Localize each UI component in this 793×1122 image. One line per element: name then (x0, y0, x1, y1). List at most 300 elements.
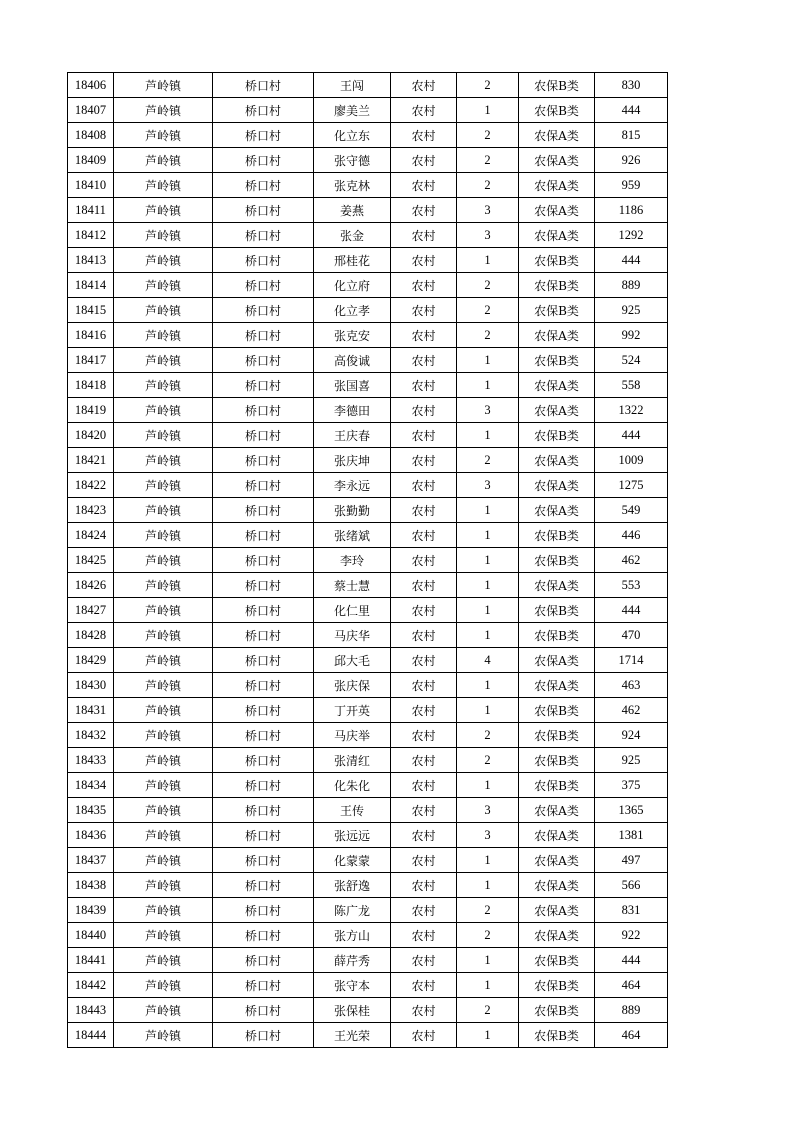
household-size-cell: 2 (457, 323, 519, 348)
amount-cell: 925 (595, 748, 668, 773)
household-size-cell: 3 (457, 798, 519, 823)
insurance-type-cell: 农保A类 (519, 448, 595, 473)
name-cell: 王闯 (314, 73, 391, 98)
insurance-type-cell: 农保B类 (519, 973, 595, 998)
insurance-type-cell: 农保A类 (519, 573, 595, 598)
town-cell: 芦岭镇 (114, 773, 213, 798)
town-cell: 芦岭镇 (114, 473, 213, 498)
category-cell: 农村 (391, 448, 457, 473)
town-cell: 芦岭镇 (114, 748, 213, 773)
insurance-type-cell: 农保A类 (519, 373, 595, 398)
table-row (68, 898, 668, 923)
serial-cell: 18412 (68, 223, 114, 248)
amount-cell: 889 (595, 998, 668, 1023)
table-row (68, 573, 668, 598)
household-size-cell: 1 (457, 873, 519, 898)
household-size-cell: 1 (457, 548, 519, 573)
table-row (68, 698, 668, 723)
name-cell: 王庆春 (314, 423, 391, 448)
serial-cell: 18435 (68, 798, 114, 823)
name-cell: 薛芹秀 (314, 948, 391, 973)
name-cell: 张绪斌 (314, 523, 391, 548)
table-row (68, 773, 668, 798)
town-cell: 芦岭镇 (114, 223, 213, 248)
table-row (68, 198, 668, 223)
serial-cell: 18416 (68, 323, 114, 348)
town-cell: 芦岭镇 (114, 423, 213, 448)
name-cell: 姜燕 (314, 198, 391, 223)
amount-cell: 830 (595, 73, 668, 98)
name-cell: 张方山 (314, 923, 391, 948)
insurance-type-cell: 农保B类 (519, 948, 595, 973)
insurance-type-cell: 农保A类 (519, 848, 595, 873)
table-body (68, 73, 668, 1048)
town-cell: 芦岭镇 (114, 198, 213, 223)
insurance-type-cell: 农保B类 (519, 773, 595, 798)
village-cell: 桥口村 (213, 998, 314, 1023)
insurance-type-cell: 农保A类 (519, 673, 595, 698)
name-cell: 张舒逸 (314, 873, 391, 898)
household-size-cell: 2 (457, 73, 519, 98)
serial-cell: 18407 (68, 98, 114, 123)
category-cell: 农村 (391, 398, 457, 423)
household-size-cell: 2 (457, 898, 519, 923)
category-cell: 农村 (391, 148, 457, 173)
table-row (68, 273, 668, 298)
town-cell: 芦岭镇 (114, 498, 213, 523)
serial-cell: 18437 (68, 848, 114, 873)
table-row (68, 973, 668, 998)
amount-cell: 444 (595, 248, 668, 273)
serial-cell: 18420 (68, 423, 114, 448)
town-cell: 芦岭镇 (114, 298, 213, 323)
amount-cell: 524 (595, 348, 668, 373)
name-cell: 蔡士慧 (314, 573, 391, 598)
insurance-type-cell: 农保B类 (519, 423, 595, 448)
amount-cell: 464 (595, 1023, 668, 1048)
amount-cell: 1714 (595, 648, 668, 673)
category-cell: 农村 (391, 923, 457, 948)
serial-cell: 18411 (68, 198, 114, 223)
village-cell: 桥口村 (213, 948, 314, 973)
category-cell: 农村 (391, 948, 457, 973)
name-cell: 张克林 (314, 173, 391, 198)
household-size-cell: 3 (457, 198, 519, 223)
amount-cell: 549 (595, 498, 668, 523)
category-cell: 农村 (391, 523, 457, 548)
town-cell: 芦岭镇 (114, 148, 213, 173)
amount-cell: 462 (595, 548, 668, 573)
town-cell: 芦岭镇 (114, 898, 213, 923)
serial-cell: 18432 (68, 723, 114, 748)
category-cell: 农村 (391, 898, 457, 923)
category-cell: 农村 (391, 973, 457, 998)
table-row (68, 248, 668, 273)
town-cell: 芦岭镇 (114, 948, 213, 973)
village-cell: 桥口村 (213, 423, 314, 448)
serial-cell: 18439 (68, 898, 114, 923)
village-cell: 桥口村 (213, 173, 314, 198)
village-cell: 桥口村 (213, 923, 314, 948)
village-cell: 桥口村 (213, 898, 314, 923)
amount-cell: 1186 (595, 198, 668, 223)
table-row (68, 998, 668, 1023)
town-cell: 芦岭镇 (114, 873, 213, 898)
serial-cell: 18427 (68, 598, 114, 623)
village-cell: 桥口村 (213, 398, 314, 423)
amount-cell: 444 (595, 948, 668, 973)
serial-cell: 18428 (68, 623, 114, 648)
town-cell: 芦岭镇 (114, 173, 213, 198)
amount-cell: 1381 (595, 823, 668, 848)
insurance-type-cell: 农保B类 (519, 1023, 595, 1048)
household-size-cell: 1 (457, 848, 519, 873)
town-cell: 芦岭镇 (114, 448, 213, 473)
table-row (68, 448, 668, 473)
category-cell: 农村 (391, 648, 457, 673)
name-cell: 丁开英 (314, 698, 391, 723)
amount-cell: 446 (595, 523, 668, 548)
village-cell: 桥口村 (213, 823, 314, 848)
serial-cell: 18426 (68, 573, 114, 598)
category-cell: 农村 (391, 798, 457, 823)
household-size-cell: 2 (457, 748, 519, 773)
category-cell: 农村 (391, 548, 457, 573)
town-cell: 芦岭镇 (114, 323, 213, 348)
category-cell: 农村 (391, 598, 457, 623)
town-cell: 芦岭镇 (114, 673, 213, 698)
table-row (68, 123, 668, 148)
town-cell: 芦岭镇 (114, 248, 213, 273)
village-cell: 桥口村 (213, 273, 314, 298)
amount-cell: 444 (595, 598, 668, 623)
village-cell: 桥口村 (213, 648, 314, 673)
insurance-type-cell: 农保B类 (519, 273, 595, 298)
household-size-cell: 4 (457, 648, 519, 673)
insurance-type-cell: 农保B类 (519, 73, 595, 98)
serial-cell: 18421 (68, 448, 114, 473)
household-size-cell: 3 (457, 398, 519, 423)
insurance-type-cell: 农保A类 (519, 398, 595, 423)
village-cell: 桥口村 (213, 198, 314, 223)
name-cell: 王光荣 (314, 1023, 391, 1048)
serial-cell: 18433 (68, 748, 114, 773)
name-cell: 张守本 (314, 973, 391, 998)
name-cell: 马庆华 (314, 623, 391, 648)
household-size-cell: 2 (457, 723, 519, 748)
serial-cell: 18441 (68, 948, 114, 973)
table-row (68, 948, 668, 973)
category-cell: 农村 (391, 673, 457, 698)
village-cell: 桥口村 (213, 748, 314, 773)
amount-cell: 462 (595, 698, 668, 723)
insurance-type-cell: 农保B类 (519, 98, 595, 123)
town-cell: 芦岭镇 (114, 548, 213, 573)
amount-cell: 922 (595, 923, 668, 948)
insurance-type-cell: 农保B类 (519, 298, 595, 323)
insurance-type-cell: 农保B类 (519, 523, 595, 548)
village-cell: 桥口村 (213, 548, 314, 573)
insurance-type-cell: 农保A类 (519, 798, 595, 823)
insurance-type-cell: 农保A类 (519, 173, 595, 198)
category-cell: 农村 (391, 848, 457, 873)
household-size-cell: 1 (457, 973, 519, 998)
category-cell: 农村 (391, 98, 457, 123)
category-cell: 农村 (391, 323, 457, 348)
household-size-cell: 1 (457, 673, 519, 698)
village-cell: 桥口村 (213, 573, 314, 598)
household-size-cell: 2 (457, 998, 519, 1023)
category-cell: 农村 (391, 473, 457, 498)
town-cell: 芦岭镇 (114, 373, 213, 398)
table-row (68, 548, 668, 573)
insurance-type-cell: 农保A类 (519, 223, 595, 248)
serial-cell: 18438 (68, 873, 114, 898)
name-cell: 邢桂花 (314, 248, 391, 273)
name-cell: 张国喜 (314, 373, 391, 398)
town-cell: 芦岭镇 (114, 648, 213, 673)
town-cell: 芦岭镇 (114, 348, 213, 373)
category-cell: 农村 (391, 248, 457, 273)
table-row (68, 848, 668, 873)
household-size-cell: 1 (457, 623, 519, 648)
table-row (68, 648, 668, 673)
village-cell: 桥口村 (213, 298, 314, 323)
name-cell: 张庆坤 (314, 448, 391, 473)
village-cell: 桥口村 (213, 698, 314, 723)
insurance-type-cell: 农保A类 (519, 123, 595, 148)
town-cell: 芦岭镇 (114, 848, 213, 873)
household-size-cell: 1 (457, 773, 519, 798)
household-size-cell: 1 (457, 248, 519, 273)
name-cell: 马庆举 (314, 723, 391, 748)
category-cell: 农村 (391, 773, 457, 798)
household-size-cell: 1 (457, 373, 519, 398)
table-row (68, 673, 668, 698)
village-cell: 桥口村 (213, 373, 314, 398)
town-cell: 芦岭镇 (114, 598, 213, 623)
household-size-cell: 3 (457, 823, 519, 848)
name-cell: 李德田 (314, 398, 391, 423)
insurance-type-cell: 农保B类 (519, 698, 595, 723)
category-cell: 农村 (391, 348, 457, 373)
table-row (68, 1023, 668, 1048)
serial-cell: 18430 (68, 673, 114, 698)
village-cell: 桥口村 (213, 498, 314, 523)
name-cell: 化立东 (314, 123, 391, 148)
table-row (68, 498, 668, 523)
serial-cell: 18414 (68, 273, 114, 298)
insurance-type-cell: 农保B类 (519, 623, 595, 648)
name-cell: 化立孝 (314, 298, 391, 323)
amount-cell: 889 (595, 273, 668, 298)
category-cell: 农村 (391, 498, 457, 523)
amount-cell: 375 (595, 773, 668, 798)
serial-cell: 18410 (68, 173, 114, 198)
name-cell: 张金 (314, 223, 391, 248)
insurance-type-cell: 农保B类 (519, 598, 595, 623)
village-cell: 桥口村 (213, 73, 314, 98)
insurance-type-cell: 农保A类 (519, 873, 595, 898)
town-cell: 芦岭镇 (114, 798, 213, 823)
category-cell: 农村 (391, 173, 457, 198)
household-size-cell: 1 (457, 423, 519, 448)
village-cell: 桥口村 (213, 123, 314, 148)
insurance-type-cell: 农保A类 (519, 648, 595, 673)
town-cell: 芦岭镇 (114, 998, 213, 1023)
category-cell: 农村 (391, 1023, 457, 1048)
category-cell: 农村 (391, 573, 457, 598)
village-cell: 桥口村 (213, 473, 314, 498)
table-row (68, 823, 668, 848)
table-row (68, 148, 668, 173)
household-size-cell: 1 (457, 1023, 519, 1048)
town-cell: 芦岭镇 (114, 823, 213, 848)
household-size-cell: 1 (457, 98, 519, 123)
household-size-cell: 2 (457, 448, 519, 473)
amount-cell: 463 (595, 673, 668, 698)
village-cell: 桥口村 (213, 873, 314, 898)
household-size-cell: 1 (457, 498, 519, 523)
household-size-cell: 2 (457, 298, 519, 323)
household-size-cell: 3 (457, 473, 519, 498)
village-cell: 桥口村 (213, 448, 314, 473)
insurance-type-cell: 农保B类 (519, 748, 595, 773)
household-size-cell: 1 (457, 598, 519, 623)
insurance-type-cell: 农保A类 (519, 148, 595, 173)
serial-cell: 18418 (68, 373, 114, 398)
name-cell: 张守德 (314, 148, 391, 173)
serial-cell: 18409 (68, 148, 114, 173)
amount-cell: 815 (595, 123, 668, 148)
amount-cell: 558 (595, 373, 668, 398)
name-cell: 张清红 (314, 748, 391, 773)
table-row (68, 723, 668, 748)
town-cell: 芦岭镇 (114, 98, 213, 123)
serial-cell: 18406 (68, 73, 114, 98)
town-cell: 芦岭镇 (114, 973, 213, 998)
serial-cell: 18443 (68, 998, 114, 1023)
town-cell: 芦岭镇 (114, 698, 213, 723)
town-cell: 芦岭镇 (114, 923, 213, 948)
amount-cell: 1292 (595, 223, 668, 248)
serial-cell: 18423 (68, 498, 114, 523)
town-cell: 芦岭镇 (114, 273, 213, 298)
table-row (68, 873, 668, 898)
table-row (68, 598, 668, 623)
household-size-cell: 2 (457, 273, 519, 298)
village-cell: 桥口村 (213, 523, 314, 548)
village-cell: 桥口村 (213, 348, 314, 373)
insurance-type-cell: 农保A类 (519, 473, 595, 498)
village-cell: 桥口村 (213, 248, 314, 273)
amount-cell: 444 (595, 98, 668, 123)
category-cell: 农村 (391, 873, 457, 898)
amount-cell: 464 (595, 973, 668, 998)
category-cell: 农村 (391, 748, 457, 773)
name-cell: 张远远 (314, 823, 391, 848)
serial-cell: 18408 (68, 123, 114, 148)
serial-cell: 18440 (68, 923, 114, 948)
amount-cell: 926 (595, 148, 668, 173)
table-row (68, 923, 668, 948)
name-cell: 化仁里 (314, 598, 391, 623)
household-size-cell: 1 (457, 698, 519, 723)
village-cell: 桥口村 (213, 973, 314, 998)
serial-cell: 18422 (68, 473, 114, 498)
insurance-type-cell: 农保A类 (519, 498, 595, 523)
insurance-type-cell: 农保A类 (519, 198, 595, 223)
town-cell: 芦岭镇 (114, 123, 213, 148)
table-row (68, 798, 668, 823)
amount-cell: 1009 (595, 448, 668, 473)
name-cell: 高俊诚 (314, 348, 391, 373)
town-cell: 芦岭镇 (114, 723, 213, 748)
table-row (68, 473, 668, 498)
category-cell: 农村 (391, 373, 457, 398)
insurance-type-cell: 农保A类 (519, 898, 595, 923)
insurance-type-cell: 农保B类 (519, 248, 595, 273)
amount-cell: 1322 (595, 398, 668, 423)
household-size-cell: 2 (457, 923, 519, 948)
household-size-cell: 1 (457, 948, 519, 973)
amount-cell: 992 (595, 323, 668, 348)
village-cell: 桥口村 (213, 598, 314, 623)
table-row (68, 748, 668, 773)
name-cell: 王传 (314, 798, 391, 823)
name-cell: 廖美兰 (314, 98, 391, 123)
village-cell: 桥口村 (213, 623, 314, 648)
table-row (68, 98, 668, 123)
category-cell: 农村 (391, 223, 457, 248)
name-cell: 张勤勤 (314, 498, 391, 523)
town-cell: 芦岭镇 (114, 523, 213, 548)
household-size-cell: 1 (457, 348, 519, 373)
name-cell: 化立府 (314, 273, 391, 298)
village-cell: 桥口村 (213, 673, 314, 698)
amount-cell: 959 (595, 173, 668, 198)
table-row (68, 423, 668, 448)
amount-cell: 444 (595, 423, 668, 448)
amount-cell: 497 (595, 848, 668, 873)
amount-cell: 1275 (595, 473, 668, 498)
serial-cell: 18442 (68, 973, 114, 998)
village-cell: 桥口村 (213, 1023, 314, 1048)
category-cell: 农村 (391, 623, 457, 648)
table-row (68, 373, 668, 398)
town-cell: 芦岭镇 (114, 623, 213, 648)
name-cell: 张保桂 (314, 998, 391, 1023)
serial-cell: 18436 (68, 823, 114, 848)
table-row (68, 398, 668, 423)
data-table (67, 72, 668, 1048)
serial-cell: 18425 (68, 548, 114, 573)
category-cell: 农村 (391, 73, 457, 98)
village-cell: 桥口村 (213, 723, 314, 748)
household-size-cell: 2 (457, 173, 519, 198)
name-cell: 陈广龙 (314, 898, 391, 923)
serial-cell: 18417 (68, 348, 114, 373)
town-cell: 芦岭镇 (114, 573, 213, 598)
insurance-type-cell: 农保B类 (519, 348, 595, 373)
name-cell: 化朱化 (314, 773, 391, 798)
insurance-type-cell: 农保B类 (519, 723, 595, 748)
village-cell: 桥口村 (213, 223, 314, 248)
name-cell: 邱大毛 (314, 648, 391, 673)
amount-cell: 553 (595, 573, 668, 598)
name-cell: 张庆保 (314, 673, 391, 698)
amount-cell: 925 (595, 298, 668, 323)
